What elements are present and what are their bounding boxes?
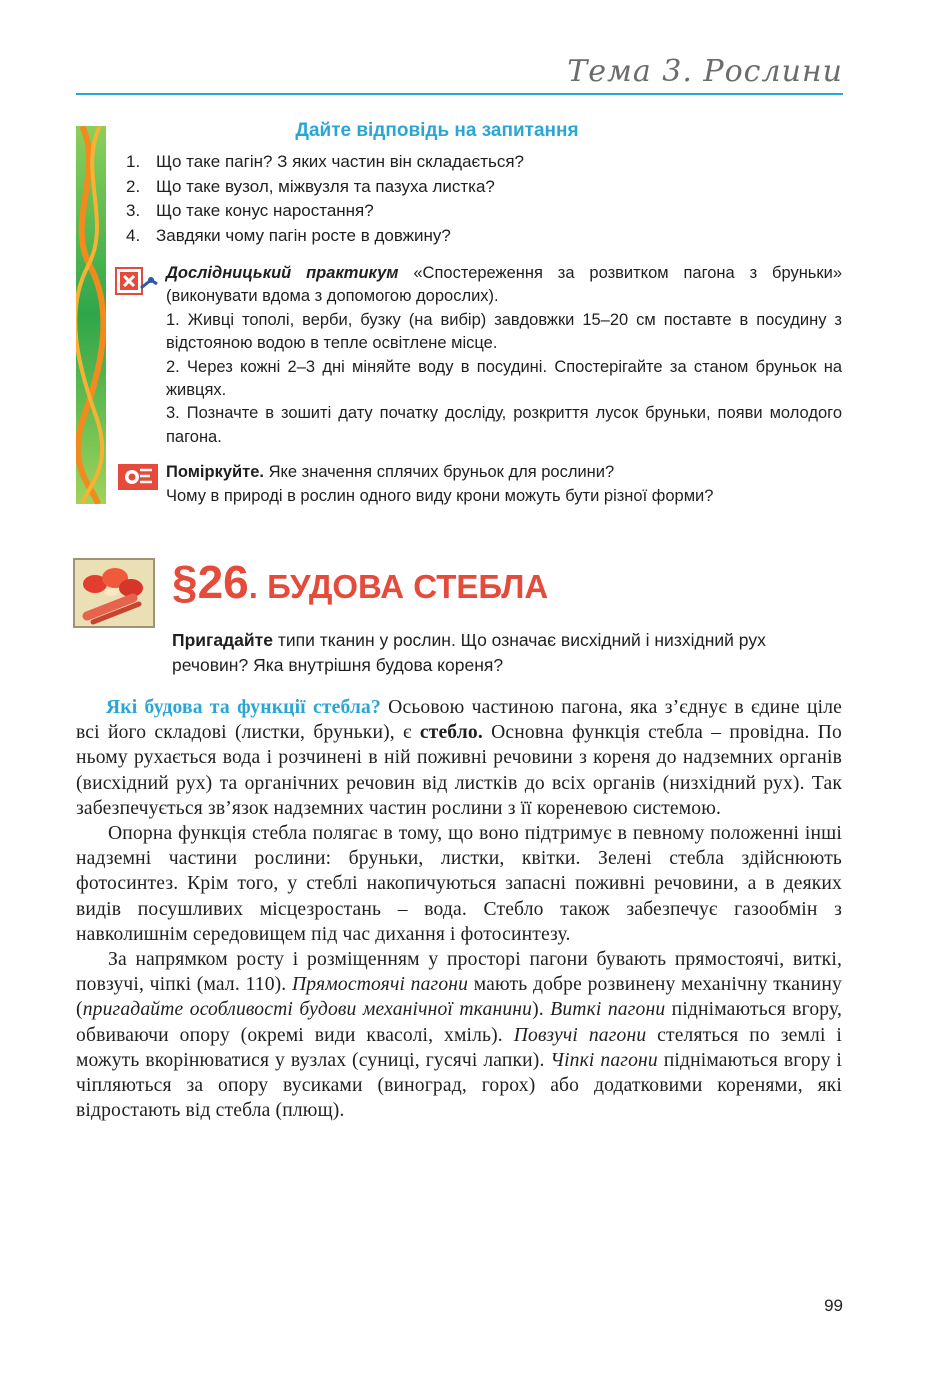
recall-text: типи тканин у рослин. Що означає висхідний і низхідний рух речовин? Яка внутрішня будова кореня? (172, 630, 766, 675)
think-text: Яке значення сплячих бруньок для рослини? (264, 463, 615, 481)
question-item (126, 224, 524, 249)
body-italic-term: Чіпкі пагони (550, 1049, 658, 1071)
body-text-run: За напрямком росту і розміщенням у просторі пагони бувають прямостоячі, виткі, повзучі, чіпкі (мал. 110). (76, 949, 842, 996)
recall-block (172, 628, 842, 677)
practicum-label: Дослідницький практикум (166, 264, 399, 282)
body-text-run: піднімаються вгору і чіпляються за опору вусиками (виноград, горох) або додатковими коренями, які відростають від стебла (плющ). (76, 1049, 842, 1122)
body-text-run: ). (532, 999, 551, 1021)
question-item (126, 150, 524, 175)
practicum-step: 3. Позначте в зошиті дату початку досліду, розкриття лусок бруньки, появи молодого пагона. (166, 404, 842, 446)
question-item (126, 199, 524, 224)
body-paragraph (76, 695, 842, 821)
question-text: Завдяки чому пагін росте в довжину? (156, 225, 451, 245)
body-italic-term: Прямостоячі пагони (292, 974, 469, 996)
question-number: 3. (126, 201, 141, 220)
body-italic-term: Виткі пагони (550, 999, 666, 1021)
think-line: Чому в природі в рослин одного виду крони можуть бути різної форми? (166, 487, 714, 505)
stem-illustration (73, 558, 155, 628)
question-text: Що таке пагін? З яких частин він складається? (156, 152, 525, 171)
page-number: 99 (824, 1296, 843, 1315)
body-text-run: стеляться по землі і можуть вкорінюватися у вузлах (суниці, гусячі лапки). (76, 1024, 843, 1071)
practicum-step: 1. Живці тополі, верби, бузку (на вибір) завдовжки 15–20 см поставте в посудину з відстояною водою в тепле освітлене місце. (166, 310, 842, 353)
think-line (166, 460, 842, 484)
practicum-intro-text: «Спостереження за розвитком пагона з бруньки» (виконувати вдома з допомогою дорослих). (166, 264, 843, 306)
question-text: Що таке вузол, міжвузля та пазуха листка? (156, 176, 495, 196)
recall-label: Пригадайте (172, 630, 273, 650)
question-number: 4. (126, 225, 141, 245)
question-number: 2. (126, 176, 141, 196)
body-text-run: мають добре розвинену механічну тканину ( (76, 974, 842, 1021)
think-label: Поміркуйте. (166, 463, 265, 481)
questions-title: Дайте відповідь на запитання (295, 120, 579, 141)
practicum-block (166, 262, 842, 449)
wave-decoration (76, 126, 106, 504)
header-rule (76, 93, 843, 95)
think-icon (116, 462, 160, 492)
practicum-step: 2. Через кожні 2–3 дні міняйте воду в посудині. Спостерігайте за станом бруньок на живцях. (166, 357, 842, 400)
section-number: §26 (172, 556, 249, 608)
question-text: Що таке конус наростання? (156, 201, 374, 220)
body-paragraph (76, 947, 842, 1123)
section-heading (172, 555, 548, 609)
practicum-intro (166, 262, 842, 309)
section-title: . БУДОВА СТЕБЛА (248, 568, 549, 605)
think-block (166, 460, 842, 508)
body-bold-term: стебло. (419, 722, 483, 744)
questions-list (126, 150, 524, 248)
running-header: Тема 3. Рослини (567, 54, 843, 89)
body-text (76, 695, 842, 1123)
body-text-run: Основна функція стебла – провідна. По ньому рухається вода і розчинені в ній поживні речовини з кореня до надземних органів (висхідний рух) та органічних речовин від листків до всіх органів (низхідний рух). Так забезпечується зв’язок надземних частин рослини з її кореневою системою. (76, 722, 842, 819)
body-italic-term: пригадайте особливості будови механічної тканини (82, 999, 533, 1021)
research-practicum-icon (115, 266, 159, 298)
body-text-run: піднімаються вгору, обвиваючи опору (окремі види квасолі, хміль). (76, 999, 842, 1046)
side-decorative-strip (76, 126, 106, 504)
question-item (126, 175, 524, 200)
body-paragraph: Опорна функція стебла полягає в тому, що воно підтримує в певному положенні інші надземні частини рослини: бруньки, листки, квітки. Зелені стебла здійснюють фотосинтез. Крім того, у стеблі накопичуються запасні поживні речовини, а в деяких видів посушливих місцезростань – вода. Стебло також забезпечує газообмін з навколишнім середовищем під час дихання і фотосинтезу. (76, 823, 842, 945)
question-number: 1. (126, 152, 141, 171)
body-text-run: Осьовою частиною пагона, яка з’єднує в єдине ціле всі його складові (листки, бруньки), є (76, 697, 842, 744)
paragraph-lead-question: Які будова та функції стебла? (106, 697, 381, 718)
body-italic-term: Повзучі пагони (513, 1024, 647, 1046)
